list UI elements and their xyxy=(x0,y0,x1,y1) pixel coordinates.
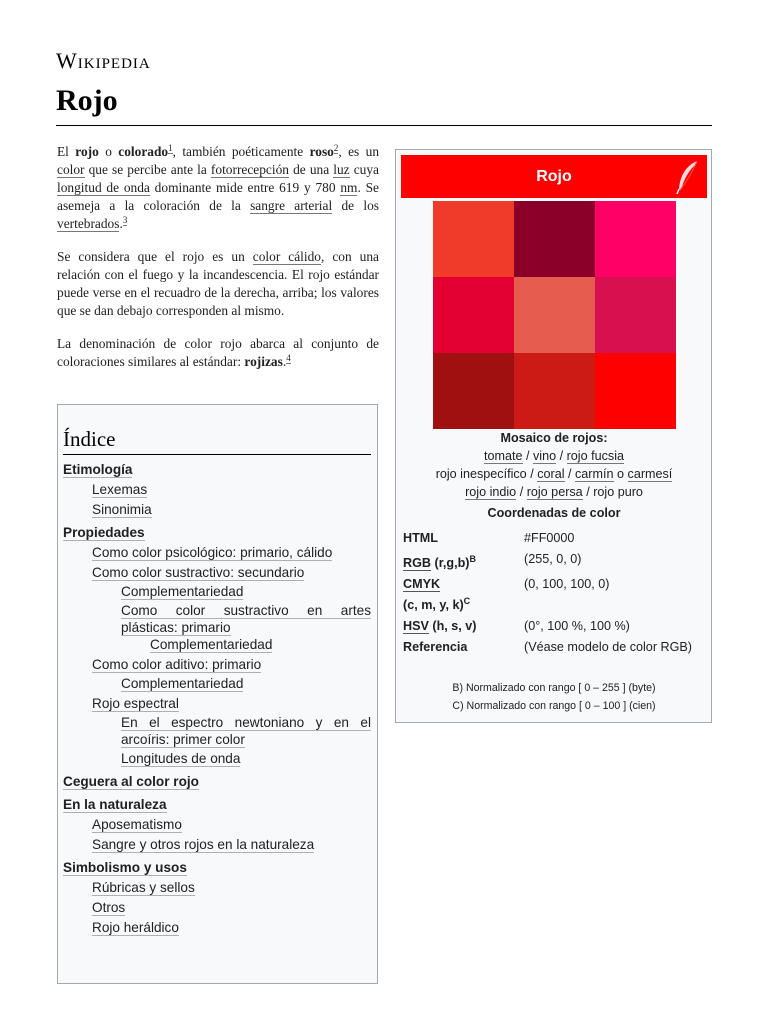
link-cmyk[interactable]: CMYK xyxy=(403,577,441,592)
color-swatch xyxy=(514,353,595,429)
color-swatch xyxy=(514,201,595,277)
term-roso: roso xyxy=(309,144,334,159)
text: dominante mide entre 619 y 780 xyxy=(149,180,341,195)
text: . xyxy=(282,354,287,369)
toc-item-label[interactable]: En el espectro newtoniano y en el arcoíris: primer color xyxy=(121,715,371,747)
toc-item-label[interactable]: Complementariedad xyxy=(121,676,244,691)
toc-item-label[interactable]: Lexemas xyxy=(92,482,148,497)
infobox-header xyxy=(401,155,707,198)
link-rgb[interactable]: RGB xyxy=(403,556,431,571)
toc-item[interactable] xyxy=(63,524,371,541)
toc-item[interactable] xyxy=(63,695,371,712)
text: . xyxy=(119,216,123,231)
link-color-calido[interactable]: color cálido xyxy=(252,249,321,264)
toc-item-label[interactable]: Como color aditivo: primario xyxy=(92,657,262,672)
term-colorado: colorado xyxy=(118,144,169,159)
row-cmyk xyxy=(403,576,703,614)
toc-item-label[interactable]: Complementariedad xyxy=(150,637,273,652)
toc-list xyxy=(63,461,371,936)
link-coral[interactable]: coral xyxy=(537,467,565,481)
toc-item-label[interactable]: En la naturaleza xyxy=(63,797,167,812)
infobox xyxy=(395,149,712,723)
mosaic-caption-title: Mosaico de rojos: xyxy=(500,431,608,445)
toc-item[interactable] xyxy=(63,481,371,498)
color-swatch xyxy=(595,277,676,353)
title-divider xyxy=(56,125,712,126)
separator: / xyxy=(568,467,572,481)
row-rgb xyxy=(403,551,703,572)
toc-item-label[interactable]: Aposematismo xyxy=(92,817,182,832)
toc-item-label[interactable]: Como color sustractivo en artes plásticas: primario xyxy=(121,603,371,635)
link-longitud-de-onda[interactable]: longitud de onda xyxy=(57,180,150,195)
row-label xyxy=(403,639,524,656)
wikipedia-logo-text[interactable]: Wikipedia xyxy=(56,48,151,73)
toc-item-label[interactable]: Etimología xyxy=(63,462,133,477)
note-marker: C xyxy=(463,596,471,607)
text: El xyxy=(57,144,76,159)
link-luz[interactable]: luz xyxy=(333,162,350,177)
color-swatch xyxy=(514,277,595,353)
toc-item-label[interactable]: Rojo heráldico xyxy=(92,920,179,935)
ref-3[interactable]: 3 xyxy=(122,214,128,225)
toc-item-label[interactable]: Como color sustractivo: secundario xyxy=(92,565,305,580)
row-value: (0°, 100 %, 100 %) xyxy=(524,619,630,634)
note-b: B) Normalizado con rango [ 0 – 255 ] (byte) xyxy=(452,682,656,694)
color-swatch xyxy=(595,353,676,429)
toc-item[interactable] xyxy=(63,461,371,478)
toc-item-label[interactable]: Ceguera al color rojo xyxy=(63,774,199,789)
row-value: #FF0000 xyxy=(524,531,575,545)
color-swatch xyxy=(433,277,514,353)
toc-item-label[interactable]: Rojo espectral xyxy=(92,696,179,711)
separator: / xyxy=(559,449,564,463)
infobox-notes xyxy=(401,679,707,715)
toc-item[interactable] xyxy=(63,544,371,561)
toc-item-label[interactable]: Sinonimia xyxy=(92,502,152,517)
toc-item-label[interactable]: Otros xyxy=(92,900,126,915)
toc-item[interactable] xyxy=(63,899,371,916)
term-rojizas: rojizas xyxy=(244,354,283,369)
link-carmin[interactable]: carmín xyxy=(575,467,614,481)
text: , es un xyxy=(338,144,380,159)
toc-item-label[interactable]: Propiedades xyxy=(63,525,145,540)
caption-line-2 xyxy=(401,465,707,483)
toc-item[interactable] xyxy=(63,919,371,936)
toc-item[interactable] xyxy=(63,636,371,653)
link-rojo-persa[interactable]: rojo persa xyxy=(526,485,583,499)
toc-item[interactable] xyxy=(63,836,371,853)
separator: / xyxy=(586,485,590,499)
text: , con una relación con el fuego y la incandescencia. El rojo estándar puede verse en el recuadro de la derecha, arriba; los valores que se dan debajo corresponden al mismo. xyxy=(57,249,379,318)
label-referencia: Referencia xyxy=(403,640,468,655)
toc-item-label[interactable]: Complementariedad xyxy=(121,584,244,599)
label-rest: (r,g,b) xyxy=(431,556,470,571)
toc-item[interactable] xyxy=(63,879,371,896)
text-rojo-puro: rojo puro xyxy=(593,485,643,499)
term-rojo: rojo xyxy=(75,144,99,159)
toc-item-label[interactable]: Sangre y otros rojos en la naturaleza xyxy=(92,837,315,852)
row-html xyxy=(403,530,703,547)
toc-item-label[interactable]: Rúbricas y sellos xyxy=(92,880,195,895)
row-label xyxy=(403,530,524,547)
toc-item[interactable] xyxy=(63,714,371,748)
link-vertebrados[interactable]: vertebrados xyxy=(57,216,120,231)
text-o: o xyxy=(617,467,625,481)
note-c: C) Normalizado con rango [ 0 – 100 ] (cien) xyxy=(452,700,656,712)
toc-item[interactable] xyxy=(63,501,371,518)
separator: / xyxy=(519,485,524,499)
color-swatch xyxy=(595,201,676,277)
color-swatch xyxy=(433,353,514,429)
table-of-contents xyxy=(57,404,378,984)
caption-line-1 xyxy=(401,447,707,465)
text: La denominación de color rojo abarca al conjunto de coloraciones similares al estándar: xyxy=(57,336,379,369)
infobox-title: Rojo xyxy=(536,168,572,185)
toc-item-label[interactable]: Longitudes de onda xyxy=(121,751,241,766)
toc-item[interactable] xyxy=(63,773,371,790)
toc-item-label[interactable]: Como color psicológico: primario, cálido xyxy=(92,545,333,560)
label-rest: (h, s, v) xyxy=(428,619,477,634)
link-rojo-indio[interactable]: rojo indio xyxy=(465,485,517,499)
row-value: (255, 0, 0) xyxy=(524,552,582,566)
separator: / xyxy=(526,449,530,463)
row-label xyxy=(403,618,524,635)
text: . Se asemeja a la coloración de la xyxy=(57,180,379,213)
ref-2[interactable]: 2 xyxy=(333,142,339,153)
row-label xyxy=(403,576,524,614)
row-hsv xyxy=(403,618,703,635)
link-fotorrecepcion[interactable]: fotorrecepción xyxy=(210,162,289,177)
link-nm[interactable]: nm xyxy=(340,180,358,195)
color-coordinates-table xyxy=(403,530,703,660)
article-lead xyxy=(57,143,379,386)
row-value: (0, 100, 100, 0) xyxy=(524,577,610,592)
link-hsv[interactable]: HSV xyxy=(403,619,429,634)
link-vino[interactable]: vino xyxy=(533,449,557,463)
link-sangre-arterial[interactable]: sangre arterial xyxy=(250,198,333,213)
text: de una xyxy=(289,162,334,177)
toc-item[interactable] xyxy=(63,583,371,600)
text: de los xyxy=(332,198,379,213)
link-tomate[interactable]: tomate xyxy=(483,449,523,463)
toc-item[interactable] xyxy=(63,816,371,833)
color-coordinates-heading: Coordenadas de color xyxy=(487,506,621,520)
label-rest: (c, m, y, k) xyxy=(403,598,464,613)
caption-line-3 xyxy=(401,483,707,501)
toc-item[interactable] xyxy=(63,564,371,581)
text: , también poéticamente xyxy=(172,144,310,159)
text-rojo-inespecifico: rojo inespecífico xyxy=(435,467,527,481)
toc-item[interactable] xyxy=(63,796,371,813)
toc-item[interactable] xyxy=(63,656,371,673)
toc-item[interactable] xyxy=(63,859,371,876)
toc-title: Índice xyxy=(63,427,371,455)
label-html: HTML xyxy=(403,531,438,545)
row-value: (Véase modelo de color RGB) xyxy=(524,640,692,655)
page-title: Rojo xyxy=(56,84,118,117)
color-swatch xyxy=(433,201,514,277)
link-carmesi[interactable]: carmesí xyxy=(627,467,673,481)
note-marker: B xyxy=(469,554,476,564)
color-mosaic xyxy=(433,201,676,429)
lead-paragraph-3 xyxy=(57,335,379,371)
lead-paragraph-1 xyxy=(57,143,379,233)
toc-item[interactable] xyxy=(63,602,371,636)
row-referencia xyxy=(403,639,703,656)
ref-1[interactable]: 1 xyxy=(168,142,173,153)
row-label xyxy=(403,551,524,572)
text: que se percibe ante la xyxy=(84,162,211,177)
ref-4[interactable]: 4 xyxy=(286,352,291,363)
toc-item[interactable] xyxy=(63,675,371,692)
text: Se considera que el rojo es un xyxy=(57,249,253,264)
separator: / xyxy=(530,467,534,481)
lead-paragraph-2 xyxy=(57,248,379,320)
link-rojo-fucsia[interactable]: rojo fucsia xyxy=(566,449,625,463)
toc-item[interactable] xyxy=(63,750,371,767)
text: cuya xyxy=(349,162,379,177)
mosaic-caption xyxy=(401,429,707,501)
feather-icon xyxy=(675,159,701,195)
toc-item-label[interactable]: Simbolismo y usos xyxy=(63,860,187,875)
link-color[interactable]: color xyxy=(57,162,85,177)
text: o xyxy=(98,144,119,159)
